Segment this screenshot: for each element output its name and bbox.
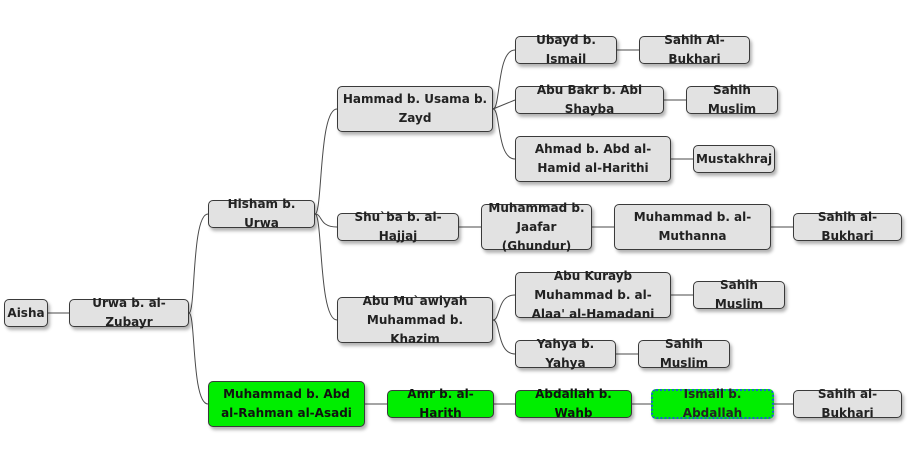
node-sahih-al-bukhari-2[interactable]: Sahih al-Bukhari [793,213,902,241]
node-mustakhraj[interactable]: Mustakhraj [693,145,775,173]
node-hisham[interactable]: Hisham b. Urwa [208,200,315,228]
node-amr[interactable]: Amr b. al-Harith [387,390,494,418]
connector-abu_muawiyah-abu_kurayb [493,295,515,320]
node-aisha[interactable]: Aisha [4,299,48,327]
node-hammad[interactable]: Hammad b. Usama b. Zayd [337,86,493,132]
node-sahih-muslim-3[interactable]: Sahih Muslim [638,340,730,368]
node-urwa[interactable]: Urwa b. al-Zubayr [69,299,189,327]
node-abu-muawiyah[interactable]: Abu Mu`awiyah Muhammad b. Khazim [337,297,493,343]
node-sahih-al-bukhari-3[interactable]: Sahih al-Bukhari [793,390,902,418]
node-abdallah[interactable]: Abdallah b. Wahb [515,390,632,418]
node-shuba[interactable]: Shu`ba b. al-Hajjaj [337,213,459,241]
connector-hammad-ahmad [493,109,515,159]
node-muhammad-muthanna[interactable]: Muhammad b. al-Muthanna [614,204,771,250]
node-abu-bakr[interactable]: Abu Bakr b. Abi Shayba [515,86,664,114]
node-ahmad[interactable]: Ahmad b. Abd al-Hamid al-Harithi [515,136,671,182]
node-sahih-al-bukhari-1[interactable]: Sahih Al-Bukhari [639,36,750,64]
node-muhammad-jaafar[interactable]: Muhammad b. Jaafar (Ghundur) [481,204,592,250]
connector-hisham-hammad [315,109,337,214]
connector-urwa-m_asadi [189,313,208,404]
connector-hisham-abu_muawiyah [315,214,337,320]
connector-hammad-ubayd [493,50,515,109]
node-sahih-muslim-1[interactable]: Sahih Muslim [686,86,778,114]
node-ubayd[interactable]: Ubayd b. Ismail [515,36,617,64]
node-ismail[interactable]: Ismail b. Abdallah [651,389,774,419]
connector-urwa-hisham [189,214,208,313]
node-sahih-muslim-2[interactable]: Sahih Muslim [693,281,785,309]
node-yahya[interactable]: Yahya b. Yahya [515,340,616,368]
node-abu-kurayb[interactable]: Abu Kurayb Muhammad b. al-Alaa' al-Hamadani [515,272,671,318]
node-muhammad-asadi[interactable]: Muhammad b. Abd al-Rahman al-Asadi [208,381,365,427]
connector-abu_muawiyah-yahya [493,320,515,354]
